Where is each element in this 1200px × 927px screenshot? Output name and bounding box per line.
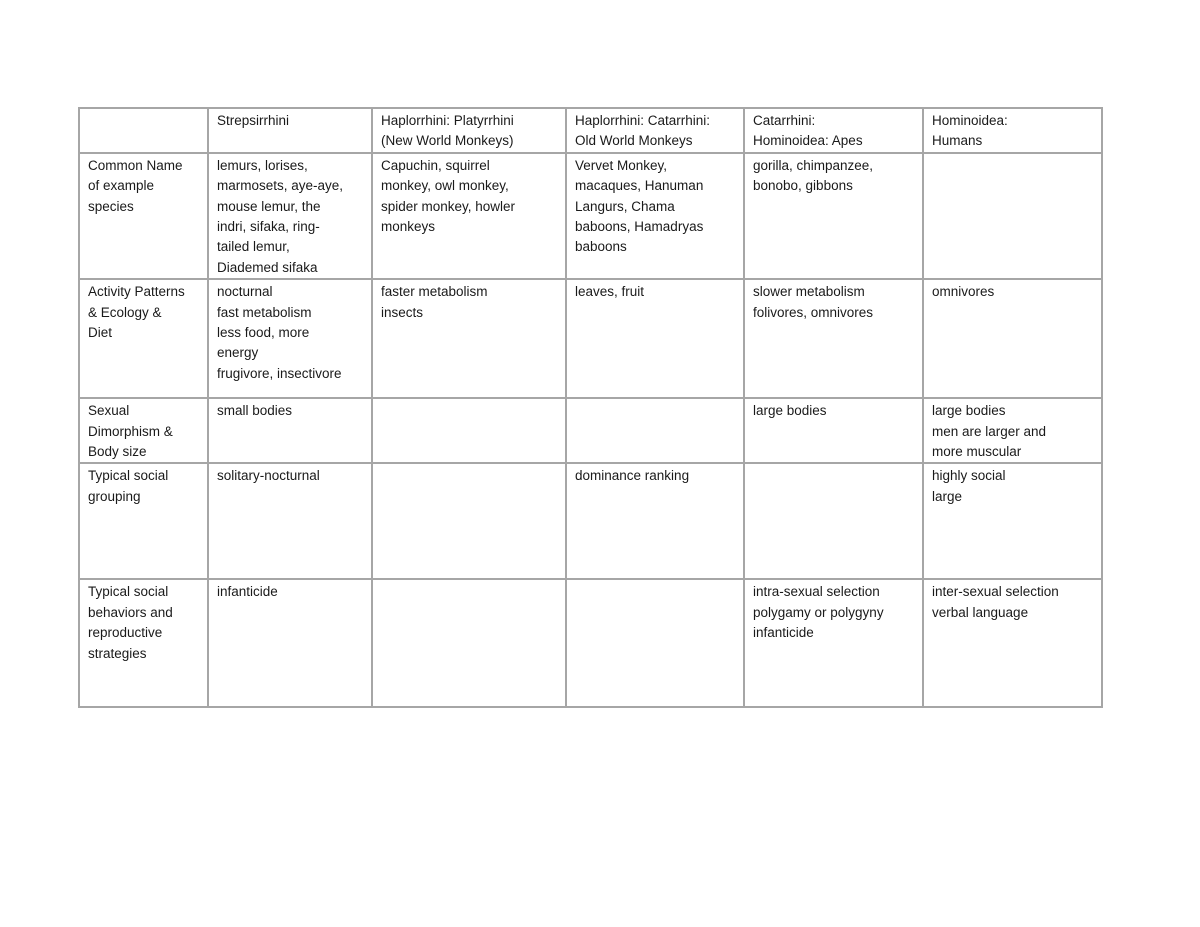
header-cell-platyrrhini <box>372 108 566 153</box>
cell-text: infanticide <box>753 625 814 641</box>
header-text: Haplorrhini: Platyrrhini <box>381 113 514 128</box>
header-text: Old World Monkeys <box>575 133 693 149</box>
row-label-cell <box>79 463 208 579</box>
header-cell-catarrhini <box>566 108 744 153</box>
row-label-text: Typical social <box>88 468 169 484</box>
cell-text: omnivores <box>932 284 995 300</box>
cell-text: macaques, Hanuman <box>575 178 704 194</box>
cell-text: less food, more <box>217 325 310 341</box>
cell-text: Langurs, Chama <box>575 198 675 214</box>
cell-text: inter-sexual selection <box>932 584 1059 600</box>
header-cell-strepsirrhini <box>208 108 372 153</box>
cell-apes <box>744 463 923 579</box>
cell-text: small bodies <box>217 403 293 419</box>
cell-text: spider monkey, howler <box>381 198 516 214</box>
cell-text: infanticide <box>217 584 278 600</box>
cell-text: verbal language <box>932 604 1029 620</box>
header-cell-apes <box>744 108 923 153</box>
header-cell-humans <box>923 108 1102 153</box>
cell-humans <box>923 398 1102 463</box>
cell-text: baboons, Hamadryas <box>575 219 704 235</box>
cell-strepsirrhini <box>208 279 372 398</box>
cell-platyrrhini <box>372 279 566 398</box>
cell-text: nocturnal <box>217 284 273 300</box>
cell-catarrhini <box>566 579 744 707</box>
header-text: (New World Monkeys) <box>381 133 514 149</box>
header-cell-corner <box>79 108 208 153</box>
cell-text: gorilla, chimpanzee, <box>753 157 874 173</box>
cell-text: large <box>932 488 963 504</box>
row-label-text: Body size <box>88 444 147 460</box>
cell-text: more muscular <box>932 444 1022 460</box>
cell-text: bonobo, gibbons <box>753 178 853 194</box>
cell-platyrrhini <box>372 398 566 463</box>
header-text: Strepsirrhini <box>217 113 290 128</box>
row-label-text: Dimorphism & <box>88 423 173 439</box>
row-label-text: Activity Patterns <box>88 284 185 300</box>
cell-text: large bodies <box>932 403 1006 419</box>
cell-catarrhini <box>566 398 744 463</box>
cell-text: Capuchin, squirrel <box>381 157 490 173</box>
header-text: Haplorrhini: Catarrhini: <box>575 113 711 128</box>
cell-text: leaves, fruit <box>575 284 645 300</box>
row-activity-diet <box>79 279 1102 398</box>
primate-comparison-table <box>78 107 1103 708</box>
row-label-text: grouping <box>88 488 141 504</box>
row-label-text: Common Name <box>88 157 183 173</box>
cell-apes <box>744 398 923 463</box>
cell-strepsirrhini <box>208 579 372 707</box>
cell-text: Vervet Monkey, <box>575 157 668 173</box>
cell-platyrrhini <box>372 153 566 279</box>
cell-apes <box>744 153 923 279</box>
row-label-text: Diet <box>88 325 113 341</box>
header-text: Hominoidea: Apes <box>753 133 863 149</box>
row-label-text: of example <box>88 178 155 194</box>
cell-catarrhini <box>566 279 744 398</box>
cell-text: indri, sifaka, ring- <box>217 219 320 235</box>
header-text: Humans <box>932 133 983 149</box>
row-label-cell <box>79 398 208 463</box>
row-label-cell <box>79 579 208 707</box>
cell-strepsirrhini <box>208 463 372 579</box>
cell-apes <box>744 279 923 398</box>
cell-text: energy <box>217 345 259 361</box>
cell-humans <box>923 153 1102 279</box>
cell-humans <box>923 279 1102 398</box>
cell-platyrrhini <box>372 579 566 707</box>
cell-humans <box>923 463 1102 579</box>
cell-strepsirrhini <box>208 153 372 279</box>
row-label-text: reproductive <box>88 625 163 641</box>
row-label-text: species <box>88 198 134 214</box>
row-dimorphism-body-size <box>79 398 1102 463</box>
cell-apes <box>744 579 923 707</box>
cell-catarrhini <box>566 153 744 279</box>
row-label-cell <box>79 279 208 398</box>
cell-strepsirrhini <box>208 398 372 463</box>
header-row <box>79 108 1102 153</box>
cell-text: monkeys <box>381 219 436 235</box>
row-social-grouping <box>79 463 1102 579</box>
cell-text: intra-sexual selection <box>753 584 880 600</box>
cell-text: highly social <box>932 468 1006 484</box>
row-label-text: Sexual <box>88 403 130 419</box>
cell-text: slower metabolism <box>753 284 865 300</box>
row-label-text: strategies <box>88 645 147 661</box>
cell-text: tailed lemur, <box>217 239 290 255</box>
cell-text: frugivore, insectivore <box>217 365 342 381</box>
cell-text: monkey, owl monkey, <box>381 178 509 194</box>
cell-text: lemurs, lorises, <box>217 157 308 173</box>
row-common-name <box>79 153 1102 279</box>
cell-text: men are larger and <box>932 423 1047 439</box>
cell-text: dominance ranking <box>575 468 690 484</box>
cell-text: fast metabolism <box>217 304 312 320</box>
cell-text: large bodies <box>753 403 827 419</box>
cell-text: polygamy or polygyny <box>753 604 884 620</box>
row-label-text: & Ecology & <box>88 304 162 320</box>
header-text: Hominoidea: <box>932 113 1008 128</box>
cell-text: marmosets, aye-aye, <box>217 178 344 194</box>
cell-text: solitary-nocturnal <box>217 468 320 484</box>
cell-humans <box>923 579 1102 707</box>
cell-text: Diademed sifaka <box>217 259 318 275</box>
cell-catarrhini <box>566 463 744 579</box>
row-social-behaviors <box>79 579 1102 707</box>
cell-text: folivores, omnivores <box>753 304 874 320</box>
cell-text: mouse lemur, the <box>217 198 321 214</box>
row-label-cell <box>79 153 208 279</box>
cell-text: faster metabolism <box>381 284 488 300</box>
cell-text: insects <box>381 304 424 320</box>
row-label-text: Typical social <box>88 584 169 600</box>
row-label-text: behaviors and <box>88 604 173 620</box>
cell-text: baboons <box>575 239 627 255</box>
header-text: Catarrhini: <box>753 113 816 128</box>
cell-platyrrhini <box>372 463 566 579</box>
